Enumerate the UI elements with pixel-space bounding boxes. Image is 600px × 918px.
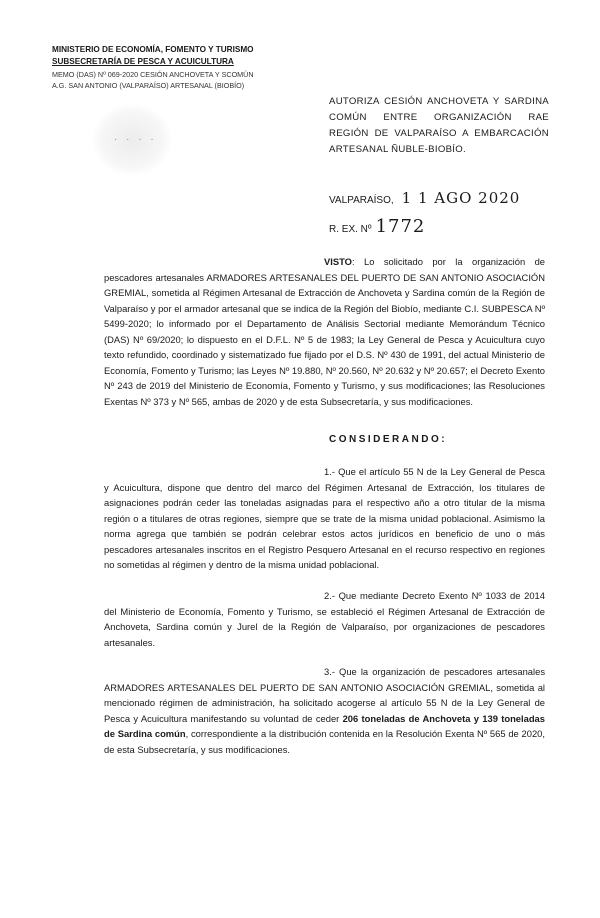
reference-line-2: A.G. SAN ANTONIO (VALPARAÍSO) ARTESANAL (BIOBÍO) xyxy=(52,81,245,90)
considerando-text-1: 1.- Que el artículo 55 N de la Ley General de Pesca y Acuicultura, dispone que dentro del marco del Régimen Artesanal de Extracción, los titulares de asignaciones podrán ceder las toneladas asignadas para el respectivo año a otro titular de la misma región o a titulares de otras regiones, siempre que se trate de la misma unidad poblacional. Asimismo la norma agrega que también se podrán celebrar estos actos jurídicos en beneficio de uno o más pescadores artesanales inscritos en el Registro Pesquero Artesanal en el recurso respectivo en regiones no sometidas al régimen y dentro de la misma unidad poblacional. xyxy=(104,466,545,570)
date-place: VALPARAÍSO, xyxy=(329,195,394,206)
visto-label: VISTO xyxy=(324,256,352,267)
resolution-title: AUTORIZA CESIÓN ANCHOVETA Y SARDINA COMÚN ENTRE ORGANIZACIÓN RAE REGIÓN DE VALPARAÍSO A EMBARCACIÓN ARTESANAL ÑUBLE-BIOBÍO. xyxy=(329,96,549,155)
considerando-text-3b: , correspondiente a la distribución contenida en la Resolución Exenta Nº 565 de 2020, de esta Subsecretaría, y sus modificaciones. xyxy=(104,728,545,755)
date-value: 1 1 AGO 2020 xyxy=(401,189,521,207)
resolution-number: 1772 xyxy=(375,216,426,237)
considerando-text-3a: 3.- Que la organización de pescadores artesanales ARMADORES ARTESANALES DEL PUERTO DE SAN ANTONIO ASOCIACIÓN GREMIAL, sometida al mencionado régimen de administración, ha solicitado acogerse al artículo 55 N de la Ley General de Pesca y Acuicultura manifestando su voluntad de ceder xyxy=(104,666,545,724)
considerando-paragraph-2 xyxy=(104,588,545,650)
considerando-paragraph-1 xyxy=(104,464,545,573)
ministry-name: MINISTERIO DE ECONOMÍA, FOMENTO Y TURISMO xyxy=(52,45,254,54)
visto-paragraph xyxy=(104,254,545,409)
date-line xyxy=(329,189,520,207)
visto-text: : Lo solicitado por la organización de pescadores artesanales ARMADORES ARTESANALES DEL PUERTO DE SAN ANTONIO ASOCIACIÓN GREMIAL, sometida al Régimen Artesanal de Extracción de Anchoveta y Sardina común de la Región de Valparaíso y por el armador artesanal que se indica de la Región del Biobío, mediante C.I. SUBPESCA Nº 5499-2020; lo informado por el Departamento de Análisis Sectorial mediante Memorándum Técnico (DAS) Nº 69/2020; lo dispuesto en el D.F.L. Nº 5 de 1983; la Ley General de Pesca y Acuicultura cuyo texto refundido, coordinado y sistematizado fue fijado por el D.S. Nº 430 de 1991, del actual Ministerio de Economía, Fomento y Turismo; las Leyes Nº 19.880, Nº 20.560, Nº 20.632 y Nº 20.657; el Decreto Exento Nº 243 de 2019 del Ministerio de Economía, Fomento y Turismo, y sus modificaciones; las Resoluciones Exentas Nº 373 y Nº 565, ambas de 2020 y de esta Subsecretaría, y sus modificaciones. xyxy=(104,256,546,407)
considerando-heading: CONSIDERANDO: xyxy=(329,434,448,445)
considerando-text-3-bold: 206 toneladas de Anchoveta y 139 toneladas de Sardina común xyxy=(104,712,545,739)
resolution-label: R. EX. Nº xyxy=(329,224,372,235)
resolution-number-line xyxy=(329,216,425,237)
considerando-text-2: 2.- Que mediante Decreto Exento Nº 1033 de 2014 del Ministerio de Economía, Fomento y Turismo, se estableció el Régimen Artesanal de Extracción de Anchoveta, Sardina común y Jurel de la Región de Valparaíso, por organizaciones de pescadores artesanales. xyxy=(104,590,545,648)
subsecretaria-name: SUBSECRETARÍA DE PESCA Y ACUICULTURA xyxy=(52,57,234,66)
reference-line-1: MEMO (DAS) Nº 069-2020 CESIÓN ANCHOVETA Y SCOMÚN xyxy=(52,70,254,79)
considerando-paragraph-3 xyxy=(104,664,545,757)
faded-stamp: · · · · xyxy=(92,104,172,176)
